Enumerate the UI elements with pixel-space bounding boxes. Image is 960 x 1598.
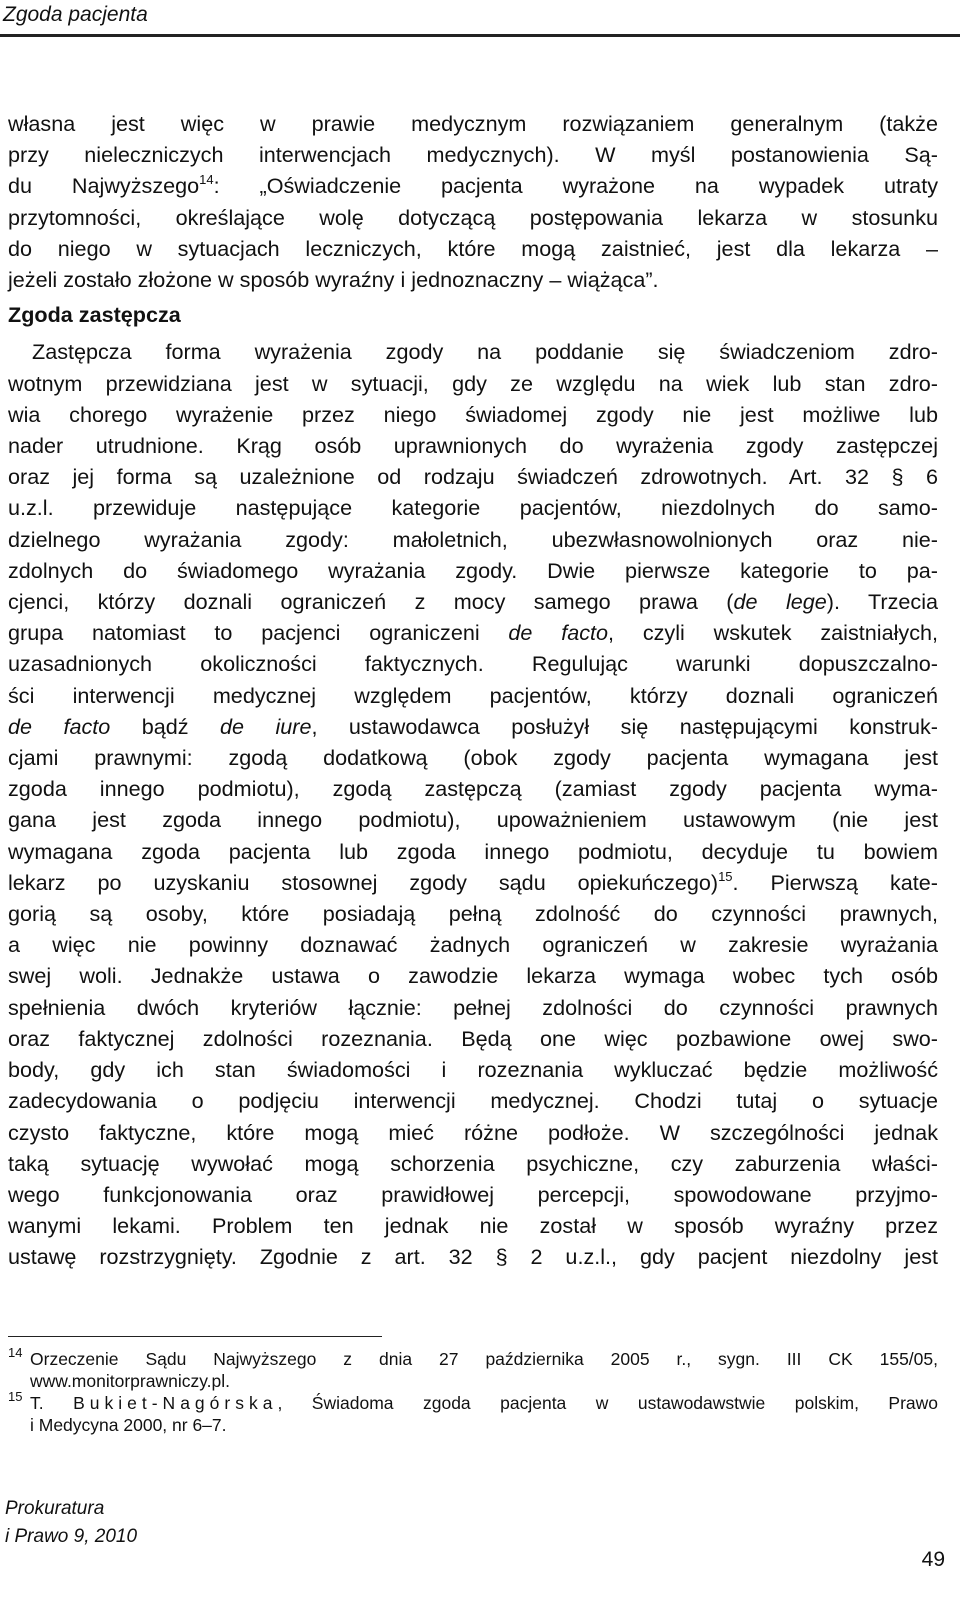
text-line: a więc nie powinny doznawać żadnych ograniczeń w zakresie wyrażania: [8, 932, 938, 958]
footnote-divider: [8, 1336, 382, 1337]
text-line: nader utrudnione. Krąg osób uprawnionych do wyrażenia zgody zastępczej: [8, 433, 938, 459]
latin-term: de facto: [8, 713, 111, 739]
text-line: Zastępcza forma wyrażenia zgody na poddanie się świadczeniom zdro-: [32, 339, 938, 365]
footnote-text[interactable]: www.monitorprawniczy.pl.: [30, 1371, 231, 1391]
footnote-ref-15[interactable]: 15: [718, 868, 733, 884]
text-span: ). Trzecia: [826, 589, 938, 615]
text-line: wego funkcjonowania oraz prawidłowej percepcji, spowodowane przyjmo-: [8, 1181, 938, 1207]
text-span: lekarz po uzyskaniu stosownej zgody sądu opiekuńczego): [8, 869, 719, 895]
journal-issue: i Prawo 9, 2010: [5, 1526, 138, 1547]
footnote-14: [8, 1345, 938, 1392]
text-line: oraz faktycznej zdolności rozeznania. Będą one więc pozbawione owej swo-: [8, 1025, 938, 1051]
text-line: [8, 711, 938, 742]
text-span: . Pierwszą kate-: [732, 869, 938, 895]
text-line: wanymi lekami. Problem ten jednak nie został w sposób wyraźny przez: [8, 1213, 938, 1239]
footnote-number: 14: [8, 1345, 23, 1360]
footnotes: [8, 1345, 938, 1436]
text-span: bądź: [110, 713, 220, 739]
footnote-text: [30, 1392, 938, 1414]
text-line: taką sytuację wywołać mogą schorzenia psychiczne, czy zaburzenia właści-: [8, 1150, 938, 1176]
text-line: zgoda innego podmiotu), zgodą zastępczą (zamiast zgody pacjenta wyma-: [8, 776, 938, 802]
text-line: czysto faktyczne, które mogą mieć różne podłoże. W szczególności jednak: [8, 1119, 938, 1145]
footnote-text: i Medycyna 2000, nr 6–7.: [30, 1415, 227, 1435]
text-line: wymagana zgoda pacjenta lub zgoda innego podmiotu, decyduje tu bowiem: [8, 838, 938, 864]
text-span: grupa natomiast to pacjenci ograniczeni: [8, 620, 509, 646]
text-line: własna jest więc w prawie medycznym rozwiązaniem generalnym (także: [8, 111, 938, 136]
text-line: do niego w sytuacjach leczniczych, które mogą zaistnieć, jest dla lekarza –: [8, 235, 938, 261]
text-span: T.: [30, 1393, 74, 1413]
text-line: [8, 867, 938, 898]
text-line: dzielnego wyrażania zgody: małoletnich, ubezwłasnowolnionych oraz nie-: [8, 526, 938, 552]
text-line: zadecydowania o podjęciu interwencji medycznej. Chodzi tutaj o sytuacje: [8, 1088, 938, 1114]
journal-name: Prokuratura: [5, 1498, 105, 1519]
body-text: [8, 108, 938, 1273]
latin-term: de iure: [220, 713, 312, 739]
text-span: , ustawodawca posłużył się następującymi konstruk-: [311, 713, 938, 739]
text-line: u.z.l. przewiduje następujące kategorie pacjentów, niezdolnych do samo-: [8, 495, 938, 521]
text-line: spełnienia dwóch kryteriów łącznie: pełnej zdolności do czynności prawnych: [8, 994, 938, 1020]
section-heading: Zgoda zastępcza: [8, 302, 181, 328]
text-line: oraz jej forma są uzależnione od rodzaju świadczeń zdrowotnych. Art. 32 § 6: [8, 464, 938, 490]
author-name: Bukiet-Nagórska: [73, 1393, 278, 1413]
text-span: , czyli wskutek zaistniałych,: [608, 620, 938, 646]
text-line: [8, 586, 938, 617]
page-number: 49: [921, 1548, 945, 1571]
text-span: , Świadoma zgoda pacjenta w ustawodawstwie polskim, Prawo: [277, 1393, 938, 1413]
footnote-text: Orzeczenie Sądu Najwyższego z dnia 27 października 2005 r., sygn. III CK 155/05,: [30, 1349, 938, 1369]
latin-term: de facto: [508, 620, 609, 646]
text-line: zdolnych do świadomego wyrażania zgody. Dwie pierwsze kategorie to pa-: [8, 557, 938, 583]
text-span: cjenci, którzy doznali ograniczeń z mocy samego prawa (: [8, 589, 734, 615]
text-line: body, gdy ich stan świadomości i rozeznania wykluczać będzie możliwość: [8, 1057, 938, 1083]
footnote-ref-14[interactable]: 14: [199, 172, 214, 188]
text-line: wia chorego wyrażenie przez niego świadomej zgody nie jest możliwe lub: [8, 401, 938, 427]
text-span: du Najwyższego: [8, 173, 200, 199]
header-title: Zgoda pacjenta: [3, 3, 148, 26]
text-line: uzasadnionych okoliczności faktycznych. Regulując warunki dopuszczalno-: [8, 651, 938, 677]
text-line: przytomności, określające wolę dotyczącą postępowania lekarza w stosunku: [8, 204, 938, 230]
text-line: jeżeli zostało złożone w sposób wyraźny i jednoznaczny – wiążąca”.: [8, 267, 659, 293]
footnote-15: [8, 1389, 938, 1436]
latin-term: de lege: [733, 589, 827, 615]
text-line: [8, 170, 938, 201]
text-line: swej woli. Jednakże ustawa o zawodzie lekarza wymaga wobec tych osób: [8, 963, 938, 989]
running-header: [0, 0, 960, 37]
text-line: gorią są osoby, które posiadają pełną zdolność do czynności prawnych,: [8, 901, 938, 927]
footnote-number: 15: [8, 1389, 23, 1404]
text-line: przy nieleczniczych interwencjach medycznych). W myśl postanowienia Są-: [8, 142, 938, 168]
text-line: gana jest zgoda innego podmiotu), upoważnieniem ustawowym (nie jest: [8, 807, 938, 833]
text-line: ustawę rozstrzygnięty. Zgodnie z art. 32 § 2 u.z.l., gdy pacjent niezdolny jest: [8, 1244, 938, 1270]
journal-footer: [5, 1495, 137, 1551]
text-span: : „Oświadczenie pacjenta wyrażone na wypadek utraty: [213, 173, 938, 199]
text-line: ści interwencji medycznej względem pacjentów, którzy doznali ograniczeń: [8, 682, 938, 708]
text-line: wotnym przewidziana jest w sytuacji, gdy ze względu na wiek lub stan zdro-: [8, 370, 938, 396]
text-line: cjami prawnymi: zgodą dodatkową (obok zgody pacjenta wymagana jest: [8, 745, 938, 771]
text-line: [8, 617, 938, 648]
